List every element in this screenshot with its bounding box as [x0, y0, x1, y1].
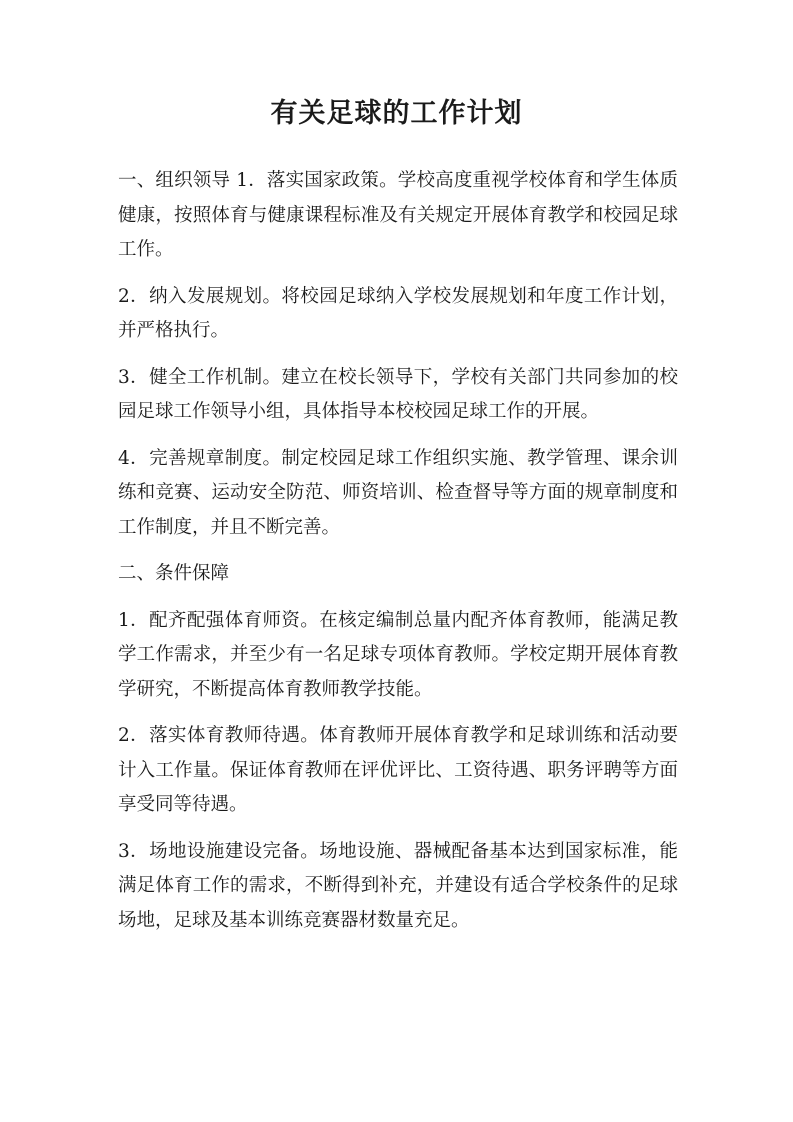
section-heading-conditions: 二、条件保障	[118, 563, 230, 584]
paragraph-org-leadership-policy: 一、组织领导 1．落实国家政策。学校高度重视学校体育和学生体质健康，按照体育与健康课程标准及有关规定开展体育教学和校园足球工作。	[118, 170, 678, 260]
paragraph-rules-regulations: 4．完善规章制度。制定校园足球工作组织实施、教学管理、课余训练和竞赛、运动安全防范、师资培训、检查督导等方面的规章制度和工作制度，并且不断完善。	[118, 447, 678, 538]
paragraph-pe-teachers: 1．配齐配强体育师资。在核定编制总量内配齐体育教师，能满足教学工作需求，并至少有一名足球专项体育教师。学校定期开展体育教学研究，不断提高体育教师教学技能。	[118, 609, 678, 700]
paragraph-work-mechanism: 3．健全工作机制。建立在校长领导下，学校有关部门共同参加的校园足球工作领导小组，具体指导本校校园足球工作的开展。	[118, 366, 678, 422]
paragraph-facilities: 3．场地设施建设完备。场地设施、器械配备基本达到国家标准，能满足体育工作的需求，不断得到补充，并建设有适合学校条件的足球场地，足球及基本训练竞赛器材数量充足。	[118, 840, 678, 931]
document-body	[118, 164, 678, 950]
document-title: 有关足球的工作计划	[270, 98, 523, 129]
paragraph-teacher-treatment: 2．落实体育教师待遇。体育教师开展体育教学和足球训练和活动要计入工作量。保证体育教师在评优评比、工资待遇、职务评聘等方面享受同等待遇。	[118, 725, 678, 815]
paragraph-development-plan: 2．纳入发展规划。将校园足球纳入学校发展规划和年度工作计划，并严格执行。	[118, 285, 678, 341]
